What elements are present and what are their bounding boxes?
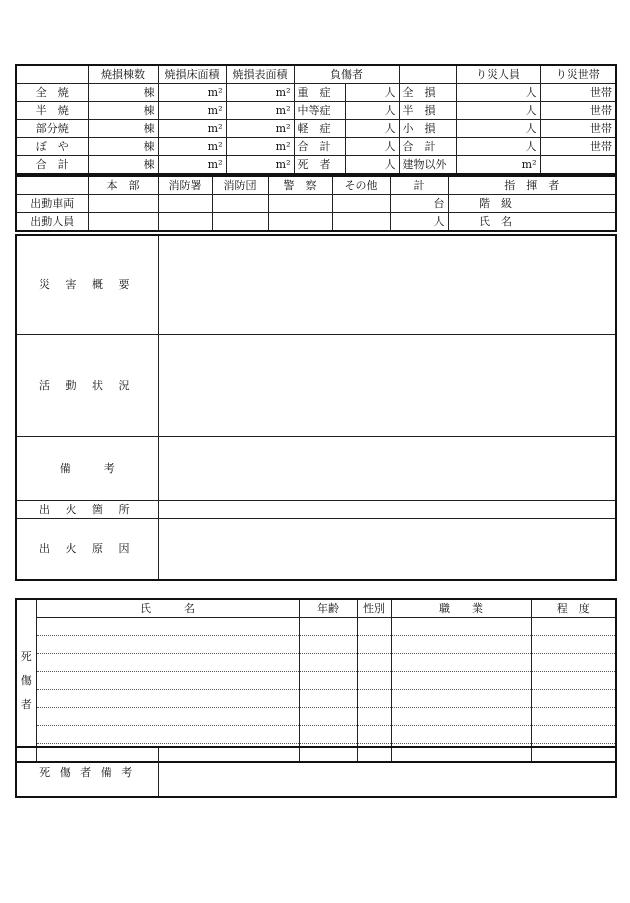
origin-place-label: 出 火 箇 所: [16, 500, 158, 518]
table-row: [16, 726, 616, 744]
remarks-label: 備 考: [16, 436, 158, 500]
header-injured: 負傷者: [294, 65, 399, 84]
header-burned-buildings: 焼損棟数: [88, 65, 158, 84]
table-row: [16, 636, 616, 654]
table-row: [16, 690, 616, 708]
origin-place-field[interactable]: [158, 500, 616, 518]
casualty-table: [15, 598, 617, 763]
origin-cause-label: 出 火 原 因: [16, 518, 158, 580]
header-occupation: 職 業: [391, 599, 531, 618]
casualty-remarks-table: [15, 746, 617, 798]
dispatch-row-personnel: 出動人員 人 氏 名: [16, 213, 616, 232]
header-police: 警 察: [268, 176, 332, 195]
activity-field[interactable]: [158, 334, 616, 436]
casualty-side-label: 死 傷 者: [16, 599, 36, 762]
header-commander: 指 揮 者: [448, 176, 616, 195]
damage-row: ぼ や 棟 m² m² 合 計 人 合 計 人 世帯: [16, 138, 616, 156]
header-sex: 性別: [357, 599, 391, 618]
header-hq: 本 部: [88, 176, 158, 195]
dispatch-row-vehicles: 出動車両 台 階 級: [16, 195, 616, 213]
header-surface-area: 焼損表面積: [226, 65, 294, 84]
damage-row: 合 計 棟 m² m² 死 者 人 建物以外 m²: [16, 156, 616, 175]
overview-field[interactable]: [158, 235, 616, 334]
header-floor-area: 焼損床面積: [158, 65, 226, 84]
casualty-remarks-field[interactable]: [158, 747, 616, 797]
summary-table: [15, 234, 617, 581]
header-affected-households: り災世帯: [540, 65, 616, 84]
header-name: 氏 名: [36, 599, 299, 618]
damage-row: 半 焼 棟 m² m² 中等症 人 半 損 人 世帯: [16, 102, 616, 120]
damage-row: 全 焼 棟 m² m² 重 症 人 全 損 人 世帯: [16, 84, 616, 102]
table-row: [16, 654, 616, 672]
header-degree: 程 度: [531, 599, 616, 618]
casualty-remarks-label: 死 傷 者 備 考: [16, 747, 158, 797]
header-other: その他: [332, 176, 390, 195]
damage-row: 部分焼 棟 m² m² 軽 症 人 小 損 人 世帯: [16, 120, 616, 138]
header-age: 年齢: [299, 599, 357, 618]
header-fire-corps: 消防団: [212, 176, 268, 195]
table-row: [16, 672, 616, 690]
table-row: [16, 618, 616, 636]
damage-table: [15, 64, 617, 175]
table-row: [16, 708, 616, 726]
header-total: 計: [390, 176, 448, 195]
origin-cause-field[interactable]: [158, 518, 616, 580]
header-affected-persons: り災人員: [456, 65, 540, 84]
activity-label: 活 動 状 況: [16, 334, 158, 436]
remarks-field[interactable]: [158, 436, 616, 500]
dispatch-table: [15, 175, 617, 232]
header-fire-station: 消防署: [158, 176, 212, 195]
overview-label: 災 害 概 要: [16, 235, 158, 334]
